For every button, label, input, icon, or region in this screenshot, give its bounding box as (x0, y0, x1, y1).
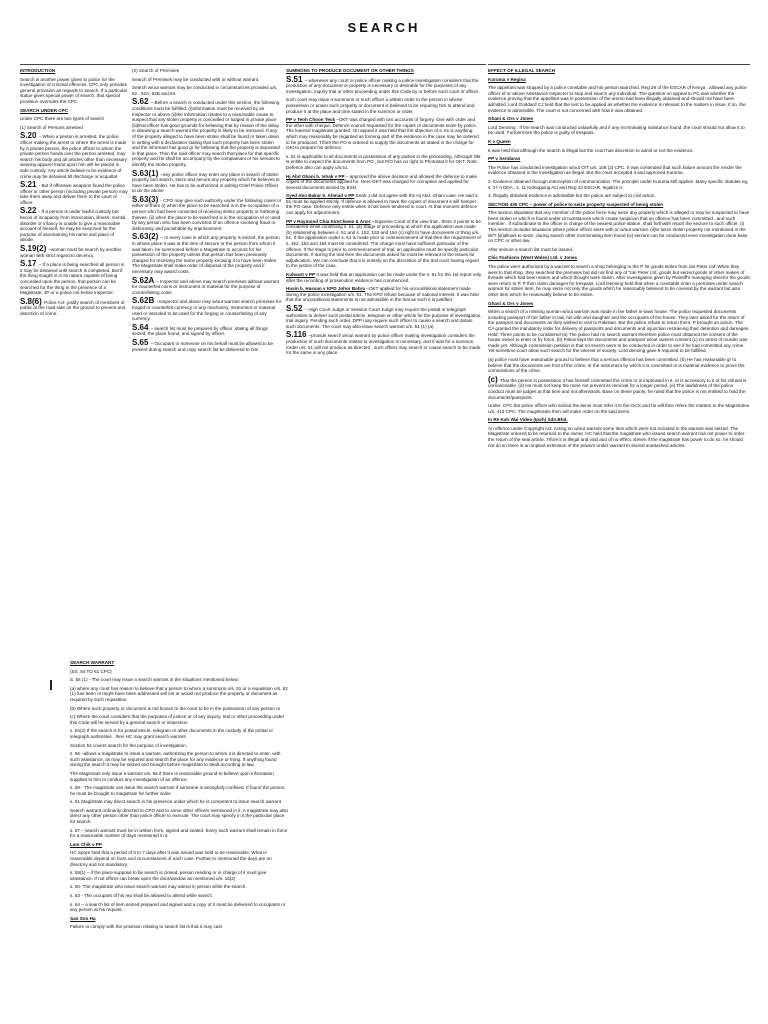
paragraph (286, 272, 482, 283)
paragraph (488, 139, 750, 145)
body-text: s. 64 – a search list of item seized prepared and signed and a copy of it must be delivered to occupants or any person at his request. (70, 901, 286, 913)
paragraph (70, 706, 290, 712)
paragraph (70, 842, 290, 848)
paragraph (70, 771, 290, 782)
paragraph (132, 168, 282, 194)
paragraph (70, 893, 290, 899)
paragraph (286, 193, 482, 215)
body-text: That the person in possession it has himself committed the crime or is implicated in it, or is accessory to it or his refusal is unreasonable. (d) He must not keep the more not prevent its removal for a longer period. (e) The lawfulness of the police conduct must be judges at that time and not afterwards. Base on these points, he ruled that the police is not entitled to hold the documents/passports. (488, 377, 747, 400)
paragraph (20, 182, 128, 205)
body-text: (1) Search of Persons arrested (20, 124, 83, 130)
body-text: – High Court Judge or Session Court Judge may require the postal or telegraph authorities to deliver such postal article ,telegram or other article for the purpose of investigation, trial inquiry. Pending such order, DPP may require such officer to cause a search and detain such documents. The court may also issue search warrant u/s. 54 (1) (a) (286, 306, 482, 329)
body-text: such court may issue a summons or such officer a written order to the person in whose possession or power such property or document is believed to be requiring him to attend and produce it at the place and time stated in the summon or order. (286, 97, 475, 114)
body-text: When a search of a missing woman w/out warrant was made in her father in-laws house. The police requested documents including passport of her father in law, his wife and daughter and the occupants of the house. They later asked for the return of the passport and documents as they wished to visit to Pakistan. But the police refuse to return them. P brought an action. The CA granted the mandatory order for delivery of passports and documents and injunction restraining their detention and damages. Held: Three points to be considered (a) The police had no search warrant therefore police must obtained the consent of the house owner to enter or by force. (b) Police kept the documents and passport w/out owners consent (c) no arrest of murder was made yet. Although commission position is that no search were to be conducted in order to see if he had committed any crime. Yet sometime court allow such search for the interest of society. Lord denning gave 5 required to be fulfilled. (488, 309, 750, 354)
section-number: (c) (488, 374, 500, 384)
column-premises (132, 68, 282, 588)
paragraph (70, 743, 290, 749)
heading: Syed Abu Bakar b. Ahmad v PP (286, 193, 355, 199)
paragraph (488, 301, 750, 307)
heading: SUMMONS TO PRODUCE DOCUMENT OR OTHER THINGS (286, 68, 414, 73)
section-number: S.62 (132, 97, 151, 107)
heading: San Soo Ha (70, 915, 96, 921)
heading: PP v Teoh Choon Teck (286, 117, 336, 123)
section-number: S.62B (132, 296, 157, 306)
paragraph (70, 902, 290, 913)
paragraph (70, 850, 290, 867)
section-number: S.8(6) (20, 296, 45, 306)
paragraph (488, 247, 750, 253)
body-text: S. 54 (1) - The court may issue a search warrant in the situations mentioned below: (70, 677, 239, 683)
body-text: – search list must be prepared by officer ,stating all things seized, the place found, and signed by officer. (132, 325, 268, 337)
column-search-warrant (70, 660, 290, 1022)
body-text: - Inspector and above may w/out warrant search premises for forged or counterfeit currency or any machinery, instrument or material used or intended to be used for the forging or counterfeiting of any currency. (132, 299, 282, 322)
body-text: 3. Illegally obtained evidence is admissible but the police are subject to civil action. (488, 193, 656, 199)
paragraph (286, 117, 482, 151)
paragraph (286, 68, 482, 74)
paragraph (70, 677, 290, 683)
paragraph (20, 125, 128, 131)
body-text: (c) Where the court considers that the purposes of justice or of any inquiry, trial or other proceeding under this Code will be served by a general search or inspection. (70, 714, 285, 725)
paragraph (132, 234, 282, 274)
body-text: – Inspector and above may search premises without warrant for counterfeit coins or instrument or material for the purpose of counterfeiting coins (132, 278, 279, 295)
section-number: S.17 (20, 259, 39, 269)
paragraph (488, 417, 750, 423)
paragraph (488, 210, 750, 244)
body-text: s. 61 Magistrate may direct search in his presence under which he is competent to issue search warrant. (70, 799, 283, 805)
section-number: S.22 (20, 206, 39, 216)
column-intro (20, 68, 128, 588)
paragraph (20, 116, 128, 122)
body-text: An offence under Copyright Act. Acting on w/out warrant some item which were not included in the warrant was seized. The Magistrate ordered to be returned to the owner. HC held that the magistrate who issued search warrant has not power to order the return of the seal article. T/fore it is illegal and void and of no effect. Eeven if the magistrate has power to do so, he should not do so there is an implied extension of the powers under warrant to seized unattached articles. (488, 425, 745, 448)
paragraph (488, 193, 750, 199)
heading: PP v Seridaran (488, 156, 521, 162)
body-text: The police were authorized by a warrant to search a shop belonging to the P for goods stolen from Ian Peter Ltd' When they went to that shop, they searched the premises but did not find any of "Ian Peter Ltd. goods but seized goods of other makes of threads which had been stolen and which thought were stolen. After investigation given by Plaintiff's managing director the goods were return to P. P then claim damages for trespass. Lord Denning held that when a constable enter a premises under search warrant for stolen item, he may seize not only the goods which he reasonably believed to be covered by the warrant but also other item which he reasonably believe to be stolen. (488, 264, 750, 297)
body-text: Under. CPC the police officer who seized the items must refer it to the OCS and he will then refers the matters to the Magistrates u/s. 413 CPC. The magistrates then will make order on the said items. (488, 403, 750, 414)
heading: K v Queen (488, 138, 511, 144)
body-text: Lord Denning : If the search was conducted unlawfully and if any incriminating substance found ,the court should not allow it to be used. Furthermore the police is guilty of trespass. (488, 124, 745, 136)
section-number: S.51 (286, 74, 305, 84)
paragraph (132, 337, 282, 352)
heading: PP v Raymond Chia KimChwee & Anor (286, 218, 371, 224)
paragraph (70, 884, 290, 890)
heading: INTRODUCTION (20, 68, 56, 73)
body-text: Police Act- justify search of members of public at the road side on the ground to prevent and detection of crime. (20, 299, 126, 316)
section-number: S.19(2) (20, 244, 49, 254)
heading: Kuruma v Regina (488, 76, 526, 82)
heading: Hj Abd Ghani b. Ishak v PP (286, 173, 345, 179)
paragraph (488, 116, 750, 122)
paragraph (488, 125, 750, 136)
body-text: (b) Where such property or document is not known to the court to be in the possession of any person or (70, 705, 281, 711)
body-text: Search w/out warrant may be conducted in circumstances provided u/s. 62 , 62A, 62B and 63. (132, 85, 278, 96)
body-text: Failure to comply with the provision relating to search list is that it may cast (70, 924, 222, 930)
body-text: It was held that although the search is illegal but the court has discretion to admit or not the evidence. (488, 147, 694, 153)
paragraph (70, 828, 290, 839)
paragraph (70, 714, 290, 725)
body-text: – whenever any court or police officer making a police investigation considers that the production of any document or property is necessary or desirable for the purposes of any investigation, inquiry trial or other proceeding under this Code by or before such court of officer, (286, 77, 480, 94)
body-text: – When a person is arrested, the police officer making the arrest or where the arrest is made by a private person, the police officer to whom the private person hands over the person arrested, may search his body and all articles other than necessary wearing apparel found upon him will be placed in safe custody. Any article believe to be evidence of crime may be detained till discharge or acquittal (20, 134, 127, 179)
body-text: – Before a search is conducted under this section, the following conditions must be fulfilled. (i)Information must be received by an Inspector or above (ii)the information relates to a reasonable cause to suspect that any stolen property is concealed or lodged in private place (iii)that officer has good grounds for believing that by reason of the delay in obtaining a search warrant the property is likely to be removed. If any of the property alleged to have been stolen shall be found or taken down in writing with a declaration stating that such property has been stolen and the informant has good gr for believing that the property is deposited in that place. Then the said officer may search that place for that specific property and he shall be accompany by the complainant or his servant to identify the stolen property. (132, 100, 280, 167)
heading: Husin b. Hassan v KPD Johor Bahru (286, 286, 366, 292)
section-number: S.62A (132, 275, 157, 285)
body-text: The appellant was stopped by a police constable and his person searched. Reg 29 of the ESCAR of Kenya , allowed any police officer of or above Assistance Inspector to stop and search any individual. The question on appeal to PC was whether the evidence proving that the appellant was in possession of the ammo had been illegally obtained and should not have been admitted. Lord Goddard CJ held that the test to be applied as whether the evidence is relevant to the matters in issue, if so, the evidence is admissible. The court is not concerned with how it was obtained. (488, 85, 747, 113)
page-title: SEARCH (347, 20, 421, 35)
paragraph (132, 298, 282, 321)
paragraph (488, 68, 750, 74)
body-text: – If a place is being searched all person in it may be detained until search is completed. But if the thing sought is in its nature capable of being concealed upon the person, that person can be searched for the thing in the presence of a Magistrate, JP or a police not below Inspector. (20, 262, 125, 296)
body-text: Section 54 covers search for the purpose of investigation. (70, 742, 187, 748)
section-number: S.63(2) (132, 232, 161, 242)
body-text: This section stipulates that any member of the police force may seize any property which is alleged or may be suspected to have been stolen or which is found under circumstances which create suspicion that an offence has been committed , and such member , if subordinate to the officer in charge of the nearest police station, shall forthwith report the seizure to such officer. (i) This section includes situations where police officer seize with or w/out warrant. (ii)to seize stolen property not mentioned in the W/T (iii)allows to seize ,during search other incriminating item found (iv) seizure can be conducted even investigation done base on CPC or other law. (488, 210, 750, 244)
body-text: 2. Evidence obtained through interception of communication. The principle under Kuruma still applies. Many specific statutes eg. s. 27 A DDA , s. 11 Kidnapping Act and Reg 23 ESCAR. legalize it. (488, 178, 749, 190)
body-text: s. 58 - The magistrate can issue the search warrant if someone is wrongfully confined. If found the person, he must be brought to magistrate for further order. (70, 785, 286, 796)
body-text: The Police has conducted investigation w/out O/T u/s. 108 (2) CPC. It was contended that such failure amount the render the evidence obtained in the investigation as illegal. But the court accepted it and approved Kuruma. (488, 164, 742, 176)
paragraph (70, 870, 290, 881)
body-text: Search of Premises may be conducted with or without warrant. (132, 76, 260, 82)
body-text: s. 51 is applicable to all documents in possession of any parties in the proceeding. Although Okt is entitle to inspect the documents from PO , but P/O has no right to Photostat it for OKT. Note: Defence also can apply u/s.51. (286, 153, 481, 170)
column-illegal-search (488, 68, 750, 688)
section-number: S.116 (286, 330, 309, 340)
paragraph (488, 202, 750, 208)
body-text: s. 59(1) – if the place suppose to be search is closed, person residing or in charge of it must give assistance. If not officer can break open the door/window as mentioned u/s. 16(2) (70, 870, 267, 881)
body-text: –any police officer may enter any place in search of stolen property and search, seize and secure any property which he believes to have been stolen. He has to be authorized in writing Chief Police Officer to do the above (132, 171, 280, 194)
paragraph (488, 374, 750, 400)
paragraph (488, 148, 750, 154)
body-text: –OKT applied for his unconditional statement made during the police investigation u/s. 51. The KPD refuse because of national interest. It was held that the unconditional statements is not admissible in the trial as such it is justified. (286, 286, 479, 303)
margin-mark (50, 680, 52, 690)
paragraph (488, 264, 750, 298)
paragraph (132, 77, 282, 83)
paragraph (20, 261, 128, 296)
body-text: –Supreme Court of the view that , there 3 points to be considered while construing s. 51. (a) Stage of proceeding at which the application was made (b) relationship between s. 51 and s. 152, 153 and 154 (c) right to have documents or thing u/s. 51. If the application under s. 51 is made prior to commencement of trial then the requirement of s. 152, 153 and 154 must be considered. The charge must have sufficient particular of the offence. If the stage is prior to commencement of trial, an application must be specify particular documents. If during the trial then the documents asked for must be relevant to the issues for adjudication. We can conclude that it is entirely on the discretion of the trial court having regard to the justice of the case. (286, 218, 481, 269)
section-number: S.63(3) (132, 194, 161, 204)
paragraph (488, 403, 750, 414)
paragraph (286, 174, 482, 191)
body-text: Search is another power given to police for the investigation of criminal offences. CPC only provides general provision as regards to search. If a particular statue gives special power of search, that special provision overrides the CPC. (20, 76, 128, 104)
paragraph (70, 686, 290, 703)
heading: Ghani & Ors v Jones (488, 116, 534, 122)
body-text: –OKT was charged with two accounts of forgery. One with order and the other with cheque. Defence council requested for the copies of documents seize by police. The learned magistrate granted. On appeal it was held that the objective of s. 51 is anything which may reasonably be regarded as forming part of the evidence in the case may be ordered to be produced. T/fore the PO is ordered to supply the documents as stated in the charge for OKt to prepare his defence. (286, 117, 479, 151)
paragraph (488, 156, 750, 162)
paragraph (488, 426, 750, 448)
body-text: – approved the above decision and allowed the defence to make copies of the documents applied for. Here OKT was charged for corruption and applied for several documents seized by BSN. (286, 173, 478, 190)
top-rule-middle (286, 64, 486, 65)
section-number: S.21 (20, 180, 39, 190)
top-rule-right (488, 64, 750, 65)
column-summons (286, 68, 482, 628)
body-text: Search warrant ordinarily directed to CPO and to some other officers mentioned in it. A magistrate may also direct any other person other than police officer to execute. The court may specify in it the particular place for search. (70, 807, 288, 825)
top-rule-left (20, 64, 290, 65)
body-text: Seah J did not agree with the Hj Abd. Ghani case. He said s. 51 must be applied strictly. If defence is allowed to have the copies of document it will hamper the PO case. Defence only entitle when it has been tendered in court. At that moment defence can apply for adjournment. (286, 193, 479, 216)
body-text: s. 57 – search warrant must be in written form, signed and sealed. Every such warrant shall remain in force for a reasonable number of days mentioned in it. (70, 827, 288, 839)
paragraph (286, 303, 482, 329)
paragraph (488, 357, 750, 374)
body-text: It was held that an application can be made under the s. 51 for the 1st report only after the recording of prosecution evidence has commenced. (286, 272, 482, 283)
paragraph (286, 219, 482, 269)
body-text: –woman must be search by another woman with strict regard to decency. (20, 247, 122, 258)
paragraph (132, 194, 282, 232)
paragraph (132, 275, 282, 296)
heading: In Re Kah Wai Video (Ipoh) Sdn.Bhd. (488, 417, 568, 423)
paragraph (70, 660, 290, 666)
paragraph (488, 179, 750, 190)
body-text: (a) where any court has reason to believe that a person to whom a summons u/s. 51 or a requisition u/s. 52 (1) has been or might have been addressed will not or would not produce the property or document as required by such requisition. (70, 685, 288, 702)
paragraph (20, 296, 128, 317)
paragraph (132, 85, 282, 96)
paragraph (70, 924, 290, 930)
heading: Ghani & Ors v Jones (488, 300, 534, 306)
section-number: S.63(1) (132, 168, 161, 178)
heading: Chic Fashions (West Wales) Ltd. v Jones (488, 255, 578, 261)
body-text: –provide search w/out warrant by police officer making investigation considers the production of such documents relates to investigation is necessary, and if wait for a summon /order u/s. 51 will not produce as directed , such officer may search or cause search to be made for the same in any place (286, 333, 481, 356)
body-text: – Occupant or someone on his behalf must be allowed to be present during search and copy search list be delivered to him (132, 340, 274, 352)
section-number: S.65 (132, 337, 151, 347)
paragraph (20, 208, 128, 243)
heading: Kulwant v PP (286, 272, 316, 277)
body-text: (a) police must have reasonable ground to believe that a serious offence has been committed. (b) He has reasonable gr to believe that the documents are fruit of the crime, or the instrument by which it is committed or is material evidence to prove the commissions of the crime. (488, 356, 745, 374)
paragraph (286, 74, 482, 95)
paragraph (70, 785, 290, 796)
paragraph (20, 77, 128, 105)
paragraph (70, 728, 290, 739)
paragraph (286, 154, 482, 171)
section-number: S.52 (286, 303, 305, 313)
paragraph (488, 255, 750, 261)
paragraph (20, 133, 128, 179)
paragraph (286, 332, 482, 355)
body-text: s. 60- The magistrate who issue search warrant may attend in person while the search. (70, 884, 247, 890)
paragraph (132, 68, 282, 74)
section-number: S.20 (20, 131, 39, 141)
body-text: s. 63 - The occupant of his rep shall be allowed to attend while search. (70, 893, 214, 898)
heading: EFFECT OF ILLEGAL SEARCH (488, 68, 556, 73)
body-text: After seizure a search list must be issued. (488, 246, 574, 252)
body-text: s. 56 –allows a magistrate to issue a warrant, authorizing the person to whom it is directed to enter, with such assistance, as may be required and search the place for any evidence or thing. If anything found during the search it may be seized and brought before magistrate to dealt according to law. (70, 751, 281, 768)
paragraph (286, 97, 482, 114)
body-text: (2) Search of Premises (132, 68, 179, 73)
paragraph (488, 77, 750, 83)
heading: Lam Chik v PP (70, 841, 102, 847)
body-text: (SS. 54 TO 61 CPC) (70, 668, 112, 674)
heading: SEARCH WARRANT (70, 660, 115, 665)
heading: SEARCH UNDER CPC (20, 107, 68, 113)
heading: SECTION 435 CPC – power of police to seize property suspected of being stolen (488, 201, 664, 207)
body-text: - But if offensive weapons found the police officer or other person (including private person) may take them away and deliver them to the court or officer. (20, 183, 128, 205)
body-text: s. 54(2) If the search is for postal article, telegram or other documents in the custody of the postal or telegraph authorities , then HC may grant search warrant. (70, 728, 273, 739)
paragraph (286, 286, 482, 303)
paragraph (20, 246, 128, 258)
body-text: - CPO may give such authority under the following cases or either of them (i) when the place to be searched is in the occupation of a person who had been convicted of receiving stolen property or harboring thieves. (ii) when the place to be searched is in the occupation of or used by any person who has been convicted of an offence involving fraud or dishonesty and punishable by imprisonment. (132, 197, 282, 231)
paragraph (488, 165, 750, 176)
body-text: The Magistrate only issue a warrant u/s. 56 if there is reasonable ground to believe upon information supplied to him to conduct any investigation of an offence. (70, 770, 274, 782)
paragraph (488, 309, 750, 354)
paragraph (70, 799, 290, 805)
paragraph (488, 85, 750, 113)
body-text: Under CPC there are two types of search (20, 116, 105, 122)
paragraph (70, 808, 290, 825)
paragraph (20, 68, 128, 74)
paragraph (132, 99, 282, 167)
body-text: HC Spore held that a period of 5 to 7 days after it was issued was held to be reasonable. What is reasonable depend on facts and circumstances of each case. Further to mentioned the days are on directory and not mandatory. (70, 850, 272, 867)
paragraph (70, 751, 290, 768)
paragraph (70, 669, 290, 675)
body-text: – In every case in which any property is seized, the person in whose place it was at the time of seizure or the person from whom it was taken, be summoned before a Magistrate to account for his possession of the property unless that person has been previously charged for receiving the same property knowing it to have been stolen. The Magistrate shall make order of disposal of the property and if necessary may award costs. (132, 235, 280, 274)
body-text: - If a person is under lawful custody but becos of incapacity from intoxication, illness, mental disorder or infancy is unable to give a reasonable account of himself, he may be searched for the purpose of ascertaining his name and place of abode. (20, 209, 126, 243)
paragraph (20, 108, 128, 114)
paragraph (132, 322, 282, 337)
paragraph (70, 916, 290, 922)
section-number: S.64 (132, 322, 151, 332)
